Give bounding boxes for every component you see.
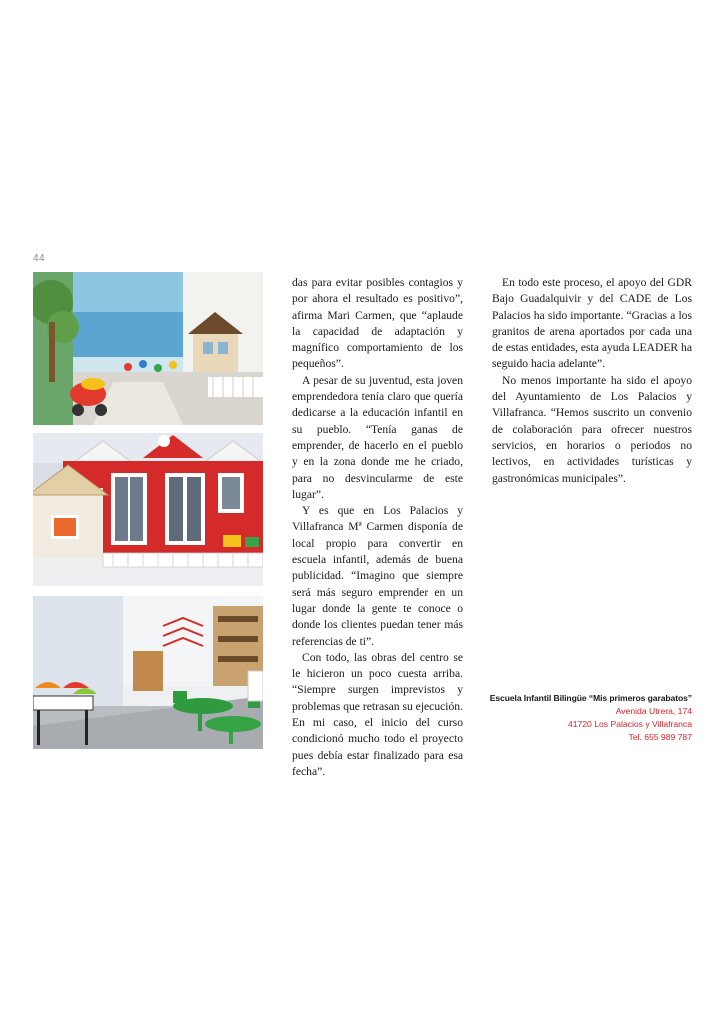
photo-mural-classroom [33,272,263,425]
school-city: 41720 Los Palacios y Villafranca [567,719,692,729]
page-number: 44 [33,253,46,264]
school-phone: Tel. 655 989 787 [628,732,692,742]
school-name: Escuela Infantil Bilingüe “Mis primeros garabatos” [489,693,692,703]
paragraph: das para evitar posibles contagios y por ahora el resultado es positivo”, afirma Mari Carmen, que “aplaude la capacidad de adaptación y magnífico comportamiento de los pequeños”. [292,276,463,371]
school-address: Avenida Utrera, 174 [615,706,692,716]
article-column-2 [492,275,692,487]
paragraph: Con todo, las obras del centro se le hicieron un poco cuesta arriba. “Siempre surgen imprevistos y problemas que retrasan su ejecución. En mi caso, el inicio del curso condicionó mucho todo el proyecto pues debía estar finalizado para esa fecha”. [292,650,463,778]
paragraph: Y es que en Los Palacios y Villafranca Mª Carmen disponía de local propio para convertir en escuela infantil, además de buena publicidad. “Imagino que siempre será más seguro emprender en un lugar donde la gente te conoce o donde los clientes puedan tener más referencias de ti”. [292,504,463,648]
photo-green-tables [33,596,263,749]
paragraph: No menos importante ha sido el apoyo del Ayuntamiento de Los Palacios y Villafranca. “Hemos suscrito un convenio de colaboración para ofrecer nuestros servicios, en horarios o periodos no lectivos, en actividades turísticas y gastronómicas municipales”. [492,373,692,485]
photo-red-facade [33,433,263,586]
paragraph: A pesar de su juventud, esta joven emprendedora tenía claro que quería dedicarse a la educación infantil en su pueblo. “Tenía ganas de emprender, de hacerlo en el pueblo y en la zona donde me he criado, para no desvincularme de este lugar”. [292,373,463,501]
article-column-1 [292,275,463,780]
paragraph: En todo este proceso, el apoyo del GDR Bajo Guadalquivir y del CADE de Los Palacios ha sido importante. “Gracias a los granitos de arena aportados por cada una de estas entidades, esta ayuda LEADER ha seguido hacia adelante”. [492,276,692,371]
contact-block [490,692,692,744]
